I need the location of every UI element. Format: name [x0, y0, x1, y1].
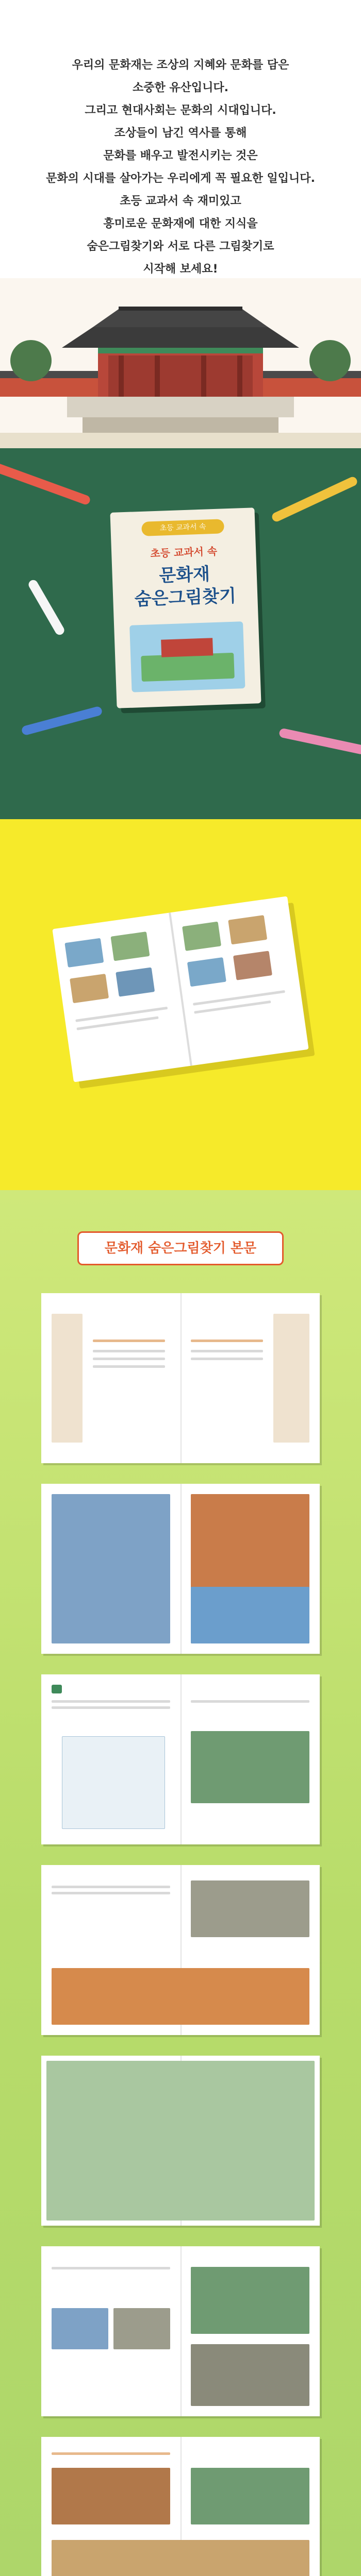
page-text-line	[75, 1007, 168, 1022]
open-book-photo-section	[0, 819, 361, 1190]
page-spread-illustration	[41, 2056, 320, 2226]
book-pages-section	[0, 1190, 361, 2576]
pencil-decoration	[27, 579, 66, 637]
page-illustration	[52, 1314, 83, 1443]
page-text-line	[93, 1350, 165, 1352]
intro-text-block	[0, 57, 361, 283]
page-photo	[64, 938, 104, 968]
page-text-line	[93, 1358, 165, 1360]
page-text-line	[193, 990, 285, 1006]
page-photo	[191, 1880, 309, 1937]
page-gutter	[180, 1293, 182, 1463]
open-book	[52, 896, 308, 1082]
page-spread-contents	[41, 1293, 320, 1463]
page-photo	[191, 2267, 309, 2334]
page-photo	[191, 1731, 309, 1803]
page-text-line	[191, 1340, 263, 1342]
page-spread-text	[41, 2246, 320, 2416]
page-spread-photos	[41, 1484, 320, 1654]
page-gutter	[180, 1484, 182, 1654]
page-spread-text	[41, 2437, 320, 2576]
intro-line: 우리의 문화재는 조상의 지혜와 문화를 담은	[72, 59, 289, 72]
page-text-line	[52, 1892, 170, 1894]
page-text-line	[93, 1340, 165, 1342]
page-photo	[52, 1968, 309, 2025]
page-text-line	[52, 1706, 170, 1709]
page-map	[62, 1736, 165, 1829]
pencil-decoration	[0, 462, 91, 505]
page-photo	[52, 2468, 170, 2524]
intro-line: 문화를 배우고 발전시키는 것은	[103, 149, 258, 162]
intro-line: 문화의 시대를 살아가는 우리에게 꼭 필요한 일입니다.	[46, 172, 315, 185]
page-text-line	[191, 1358, 263, 1360]
page-photo	[191, 2344, 309, 2406]
page-text-line	[52, 1886, 170, 1888]
page-photo	[113, 2308, 170, 2349]
intro-line: 흥미로운 문화재에 대한 지식을	[103, 217, 258, 230]
book-cover-illustration	[129, 621, 245, 692]
page-text-line	[52, 1700, 170, 1703]
page-photo	[228, 915, 267, 944]
section-title: 문화재 숨은그림찾기 본문	[104, 1241, 257, 1256]
page-spread-text	[41, 1865, 320, 2035]
page-photo	[187, 957, 226, 987]
book-title-line: 숨은그림찾기	[134, 585, 237, 610]
page-photo	[52, 1494, 170, 1643]
page-photo	[233, 951, 272, 980]
book-title-line: 문화재	[158, 564, 210, 586]
page-photo	[191, 2468, 309, 2524]
book-title-line: 초등 교과서 속	[150, 545, 218, 560]
page-gutter	[180, 1674, 182, 1844]
page-gutter	[180, 2246, 182, 2416]
page-photo	[110, 931, 150, 961]
pencil-decoration	[278, 728, 361, 755]
page-photo	[116, 967, 155, 996]
book-series-badge: 초등 교과서 속	[141, 519, 224, 536]
page-photo	[52, 2540, 309, 2576]
pencil-decoration	[21, 706, 103, 736]
page-text-line	[191, 1700, 309, 1703]
intro-line: 그리고 현대사회는 문화의 시대입니다.	[85, 104, 276, 117]
palace-illustration	[0, 278, 361, 448]
page-illustration	[273, 1314, 309, 1443]
intro-line: 초등 교과서 속 재미있고	[120, 195, 241, 208]
book-cover	[110, 507, 261, 708]
pencil-decoration	[271, 476, 359, 523]
intro-line: 소중한 유산입니다.	[132, 81, 229, 94]
page-label	[52, 1685, 62, 1693]
intro-line: 조상들이 남긴 역사를 통해	[114, 127, 247, 140]
page-photo	[182, 922, 221, 951]
page-text-line	[52, 2267, 170, 2269]
page-photo	[191, 1587, 309, 1643]
page-spread-text	[41, 1674, 320, 1844]
page-text-line	[191, 1350, 263, 1352]
page-photo	[52, 2308, 108, 2349]
book-title	[122, 539, 248, 611]
intro-line: 숨은그림찾기와 서로 다른 그림찾기로	[87, 240, 274, 253]
section-title-box	[77, 1231, 284, 1265]
page-text-line	[93, 1365, 165, 1368]
page-text-line	[52, 2452, 170, 2455]
intro-line: 시작해 보세요!	[143, 263, 218, 276]
page-illustration	[46, 2061, 315, 2221]
intro-section	[0, 0, 361, 448]
page-photo	[70, 974, 109, 1003]
book-cover-photo-section	[0, 448, 361, 819]
